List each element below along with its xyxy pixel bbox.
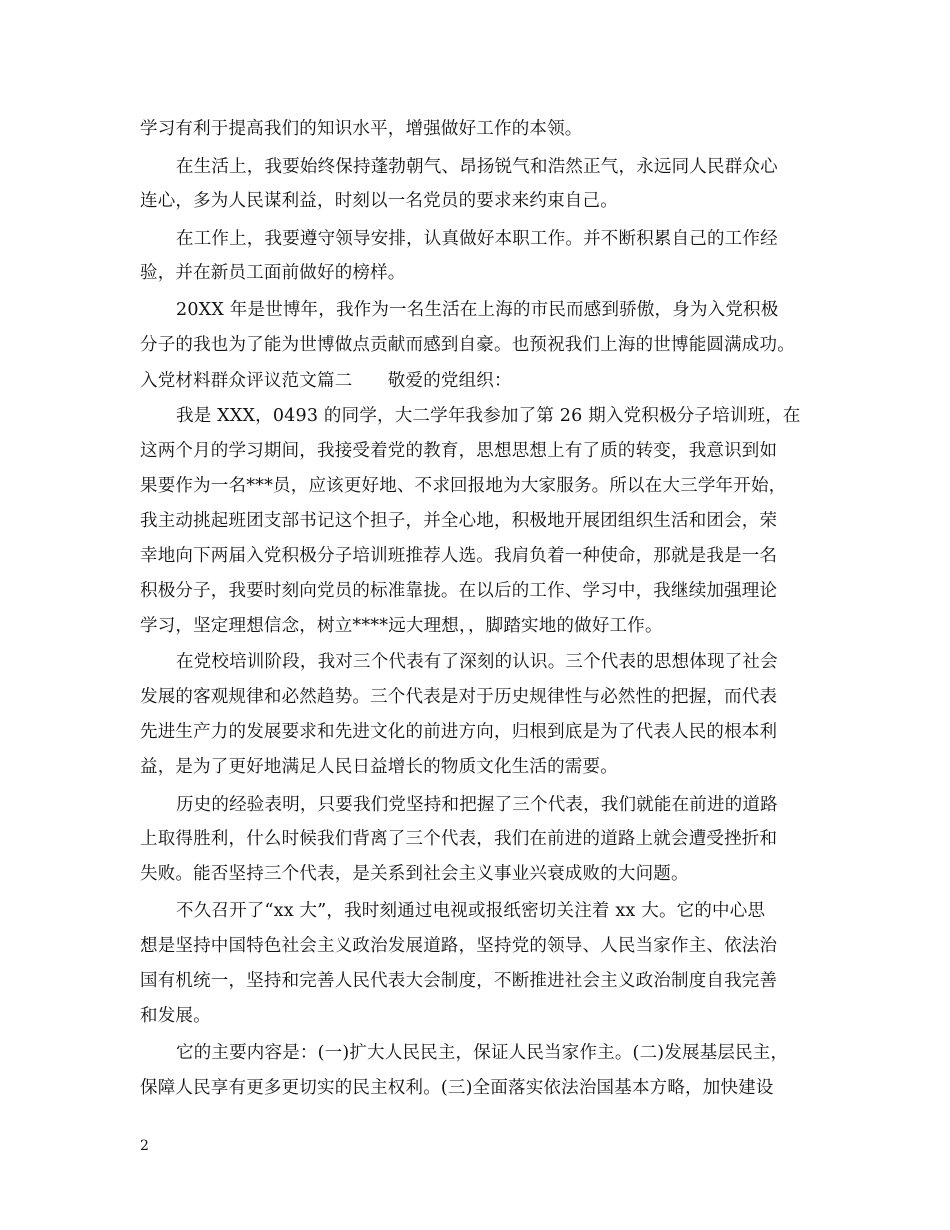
text-line: 幸地向下两届入党积极分子培训班推荐人选。我肩负着一种使命，那就是我是一名 [140, 546, 778, 566]
text-line: 果要作为一名***员，应该更好地、不求回报地为大家服务。所以在大三学年开始， [140, 476, 787, 496]
page-number: 2 [140, 1138, 149, 1154]
text-line: 这两个月的学习期间，我接受着党的教育，思想思想上有了质的转变，我意识到如 [140, 441, 778, 461]
text-line: 验，并在新员工面前做好的榜样。 [140, 263, 406, 283]
paragraph-first-line: 20XX 年是世博年，我作为一名生活在上海的市民而感到骄傲，身为入党积极 [176, 300, 779, 320]
paragraph-first-line: 在工作上，我要遵守领导安排，认真做好本职工作。并不断积累自己的工作经 [176, 229, 778, 249]
paragraph-first-line: 在生活上，我要始终保持蓬勃朝气、昂扬锐气和浩然正气，永远同人民群众心 [176, 157, 778, 177]
text-line: 国有机统一，坚持和完善人民代表大会制度，不断推进社会主义政治制度自我完善 [140, 971, 778, 991]
paragraph-first-line: 我是 XXX，0493 的同学，大二学年我参加了第 26 期入党积极分子培训班，在 [176, 406, 801, 426]
text-line: 积极分子，我要时刻向党员的标准靠拢。在以后的工作、学习中，我继续加强理论 [140, 581, 778, 601]
section-heading: 入党材料群众评议范文篇二 敬爱的党组织： [140, 371, 512, 391]
text-line: 学习有利于提高我们的知识水平，增强做好工作的本领。 [140, 119, 583, 139]
text-line: 想是坚持中国特色社会主义政治发展道路，坚持党的领导、人民当家作主、依法治 [140, 936, 778, 956]
text-line: 保障人民享有更多更切实的民主权利。(三)全面落实依法治国基本方略，加快建设 [140, 1078, 774, 1098]
text-line: 发展的客观规律和必然趋势。三个代表是对于历史规律性与必然性的把握，而代表 [140, 687, 778, 707]
text-line: 和发展。 [140, 1006, 211, 1026]
paragraph-first-line: 在党校培训阶段，我对三个代表有了深刻的认识。三个代表的思想体现了社会 [176, 652, 778, 672]
text-line: 我主动挑起班团支部书记这个担子，并全心地，积极地开展团组织生活和团会，荣 [140, 511, 778, 531]
text-line: 益，是为了更好地满足人民日益增长的物质文化生活的需要。 [140, 757, 618, 777]
text-line: 上取得胜利，什么时候我们背离了三个代表，我们在前进的道路上就会遭受挫折和 [140, 829, 778, 849]
paragraph-first-line: 历史的经验表明，只要我们党坚持和把握了三个代表，我们就能在前进的道路 [176, 795, 778, 815]
paragraph-first-line: 它的主要内容是：(一)扩大人民民主，保证人民当家作主。(二)发展基层民主， [176, 1043, 789, 1063]
text-line: 连心，多为人民谋利益，时刻以一名党员的要求来约束自己。 [140, 191, 618, 211]
text-line: 失败。能否坚持三个代表，是关系到社会主义事业兴衰成败的大问题。 [140, 864, 689, 884]
paragraph-first-line: 不久召开了“xx 大”，我时刻通过电视或报纸密切关注着 xx 大。它的中心思 [176, 901, 766, 921]
text-line: 学习，坚定理想信念，树立****远大理想，，脚踏实地的做好工作。 [140, 616, 663, 636]
text-line: 先进生产力的发展要求和先进文化的前进方向，归根到底是为了代表人民的根本利 [140, 722, 778, 742]
text-line: 分子的我也为了能为世博做点贡献而感到自豪。也预祝我们上海的世博能圆满成功。 [140, 335, 795, 355]
